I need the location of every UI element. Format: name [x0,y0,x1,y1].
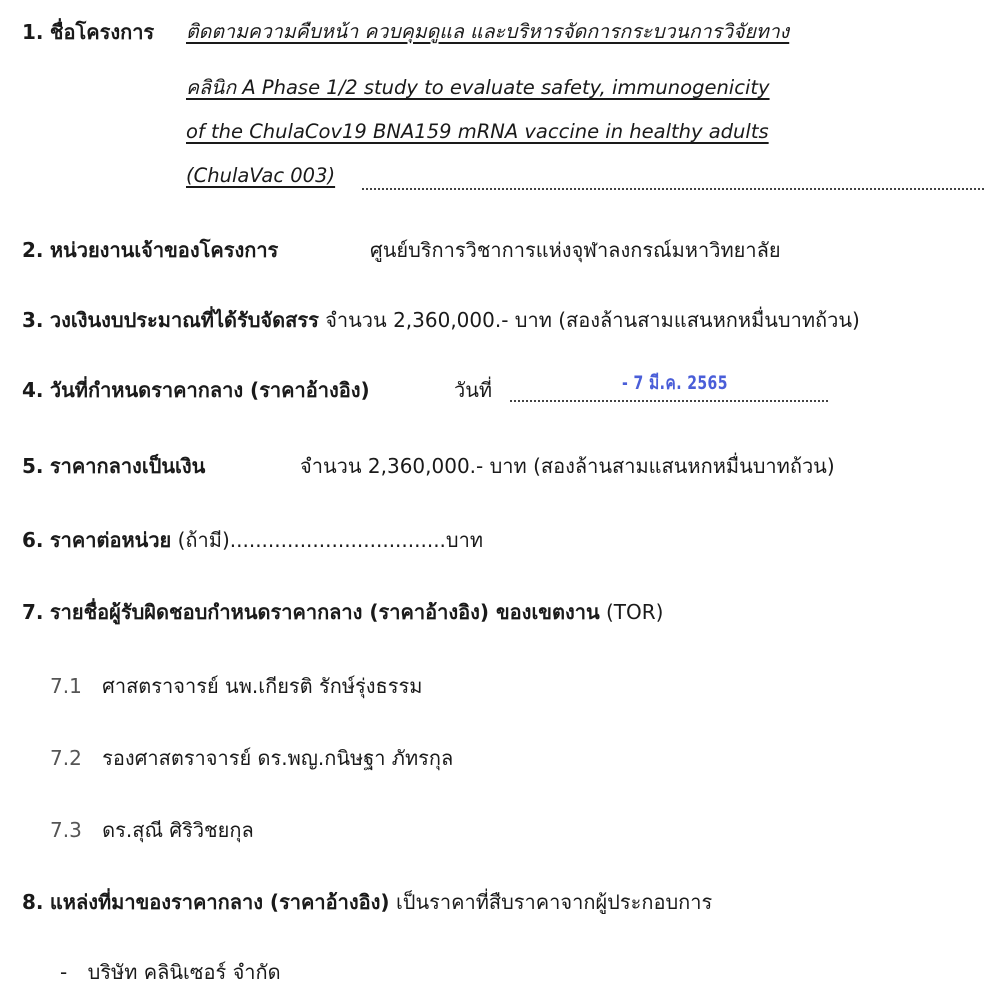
section-5-value: จำนวน 2,360,000.- บาท (สองล้านสามแสนหกหมื่นบาทถ้วน) [300,454,835,478]
section-3-label: วงเงินงบประมาณที่ได้รับจัดสรร [49,308,319,332]
item-number: 7.1 [50,674,82,698]
section-1-label: ชื่อโครงการ [49,20,155,44]
section-6-paren: (ถ้ามี) [177,528,230,552]
section-8-item-1 [60,958,281,986]
date-stamp: - 7 มี.ค. 2565 [622,372,728,394]
company-name: บริษัท คลินิเซอร์ จำกัด [87,960,281,984]
section-1-heading [22,18,154,46]
project-title-line-1 [186,18,789,46]
section-3-row [22,306,860,334]
section-2-number: 2. [22,238,44,262]
list-dash: - [60,960,68,984]
section-4-number: 4. [22,378,44,402]
project-title-text-4: (ChulaVac 003) [186,164,336,187]
section-7-heading [22,598,663,626]
section-4-label: วันที่กำหนดราคากลาง (ราคาอ้างอิง) [49,378,370,402]
person-name: ศาสตราจารย์ นพ.เกียรติ รักษ์รุ่งธรรม [102,674,423,698]
section-3-value: จำนวน 2,360,000.- บาท (สองล้านสามแสนหกหมื่นบาทถ้วน) [325,308,860,332]
section-6-unit: บาท [445,528,484,552]
project-title-text-1: ติดตามความคืบหน้า ควบคุมดูแล และบริหารจัดการกระบวนการวิจัยทาง [186,20,790,43]
section-3-number: 3. [22,308,44,332]
item-number: 7.3 [50,818,82,842]
project-title-line-2 [186,74,770,102]
section-6-label: ราคาต่อหน่วย [49,528,172,552]
person-name: รองศาสตราจารย์ ดร.พญ.กนิษฐา ภัทรกุล [102,746,454,770]
section-6-number: 6. [22,528,44,552]
project-title-text-2: คลินิก A Phase 1/2 study to evaluate safety, immunogenicity [186,76,770,99]
section-1-number: 1. [22,20,44,44]
section-7-number: 7. [22,600,44,624]
section-7-label: รายชื่อผู้รับผิดชอบกำหนดราคากลาง (ราคาอ้างอิง) ของเขตงาน [49,600,600,624]
section-7-item-2 [50,744,453,772]
section-2-label: หน่วยงานเจ้าของโครงการ [49,238,279,262]
project-title-line-4 [186,162,335,190]
section-4-prefix: วันที่ [454,378,493,402]
section-2-value: ศูนย์บริการวิชาการแห่งจุฬาลงกรณ์มหาวิทยาลัย [370,238,781,262]
section-7-item-1 [50,672,422,700]
section-8-label: แหล่งที่มาของราคากลาง (ราคาอ้างอิง) [49,890,390,914]
project-title-text-3: of the ChulaCov19 BNA159 mRNA vaccine in healthy adults [186,120,769,143]
item-number: 7.2 [50,746,82,770]
section-8-value: เป็นราคาที่สืบราคาจากผู้ประกอบการ [395,890,713,914]
section-7-item-3 [50,816,254,844]
section-8-number: 8. [22,890,44,914]
section-5-label-row [22,452,205,480]
section-5-number: 5. [22,454,44,478]
section-7-suffix: (TOR) [605,600,664,624]
section-6-dots: .................................. [229,528,446,552]
project-title-dotted-fill [362,188,984,190]
section-4-date-dotted-line [510,400,828,402]
section-2-label-row [22,236,278,264]
section-4-label-row [22,376,370,404]
section-6-row [22,526,483,554]
section-8-heading [22,888,712,916]
project-title-line-3 [186,118,769,146]
section-5-label: ราคากลางเป็นเงิน [49,454,206,478]
person-name: ดร.สุณี ศิริวิชยกุล [102,818,254,842]
